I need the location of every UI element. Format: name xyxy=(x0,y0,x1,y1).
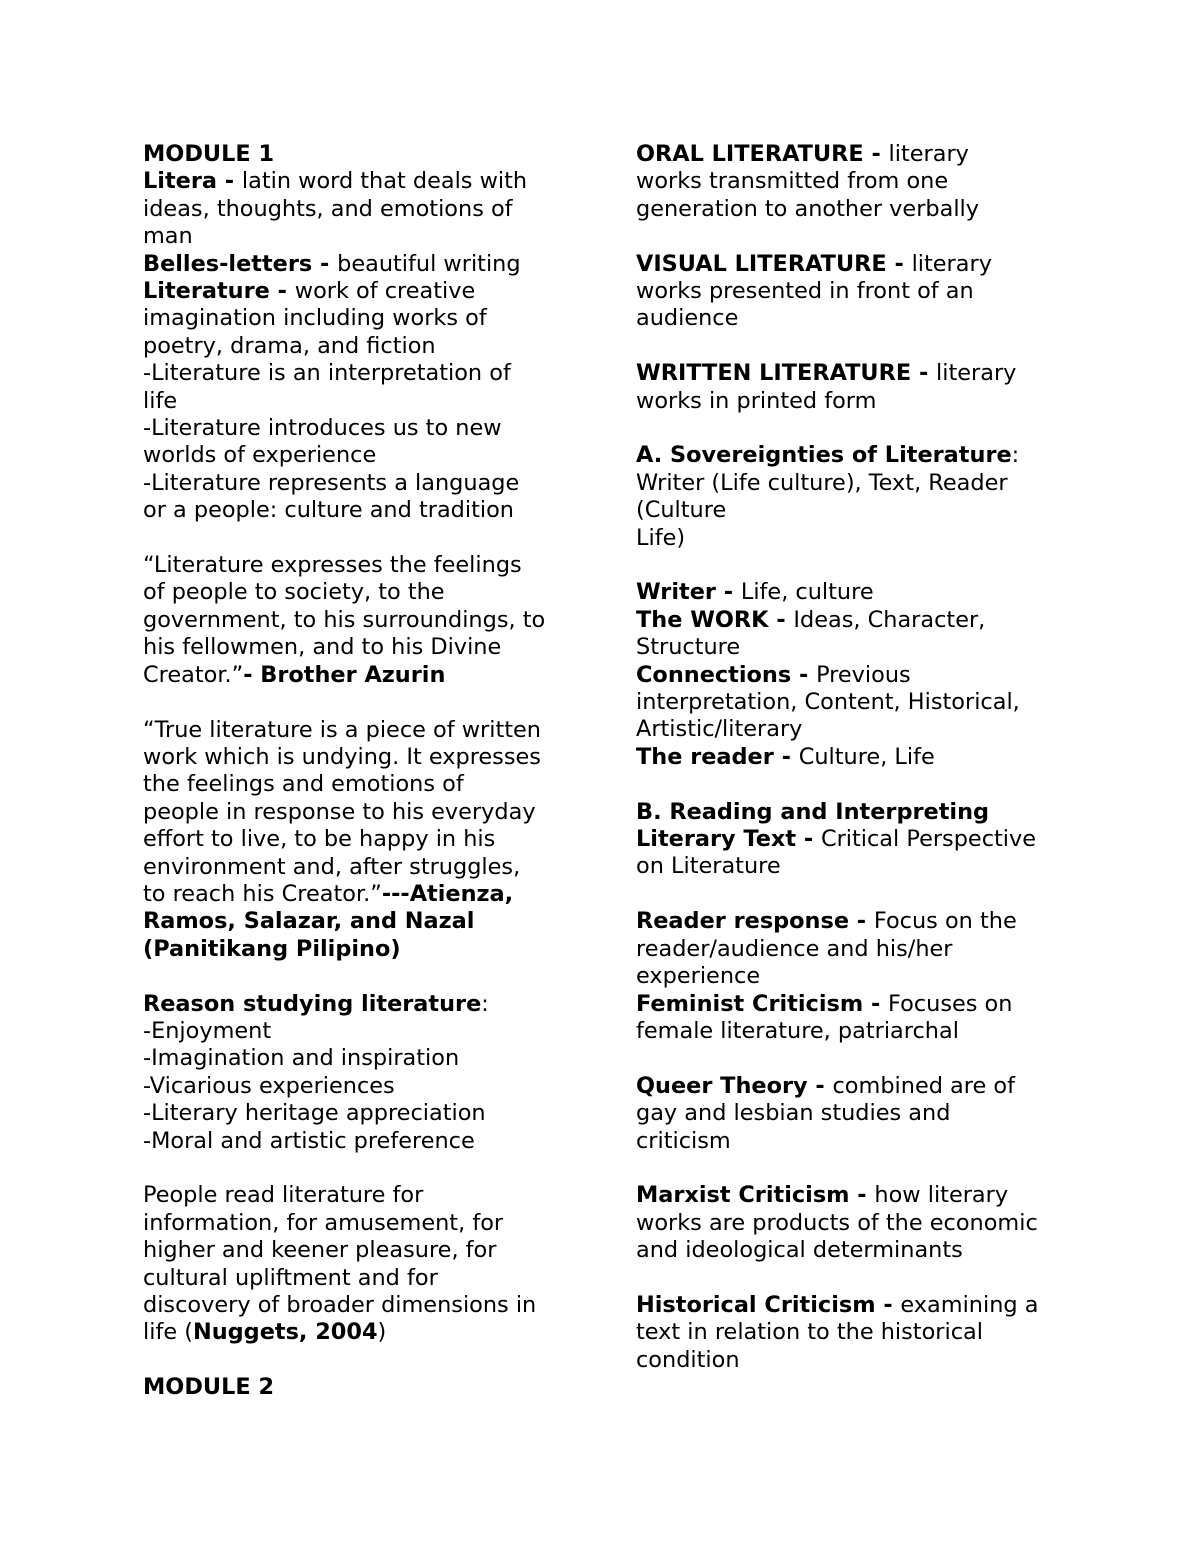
text-line xyxy=(636,1210,1076,1237)
text-line xyxy=(636,1292,1076,1319)
text-line xyxy=(143,826,583,853)
bold-text: - xyxy=(312,250,338,277)
bold-text: - xyxy=(269,278,295,305)
text-run: government, to his surroundings, to xyxy=(143,606,546,633)
text-line xyxy=(636,853,1076,880)
text-line xyxy=(636,251,1076,278)
bold-text: Reason studying literature xyxy=(143,990,482,1017)
text-run: audience xyxy=(636,305,739,332)
right-column xyxy=(636,141,1076,1374)
text-run: the feelings and emotions of xyxy=(143,771,464,798)
bold-text: - xyxy=(849,908,874,935)
text-line xyxy=(143,908,583,935)
text-run: experience xyxy=(636,963,761,990)
text-run: information, for amusement, for xyxy=(143,1209,504,1236)
text-line xyxy=(636,497,1076,524)
text-run: literary xyxy=(888,141,969,167)
text-line xyxy=(143,415,583,442)
text-line xyxy=(636,1319,1076,1346)
text-line xyxy=(143,442,583,469)
text-line xyxy=(636,1100,1076,1127)
text-run: Ideas, Character, xyxy=(793,606,986,633)
text-run: Focus on the xyxy=(873,908,1017,935)
text-line xyxy=(143,141,583,168)
text-line xyxy=(143,634,583,661)
text-line xyxy=(143,1265,583,1292)
bold-text: MODULE 1 xyxy=(143,141,275,167)
text-line xyxy=(143,1210,583,1237)
bold-text: The reader xyxy=(636,743,774,770)
bold-text: Feminist Criticism xyxy=(636,990,864,1017)
text-run: Life, culture xyxy=(740,579,874,606)
blank-line xyxy=(143,963,583,990)
bold-text: Belles-letters xyxy=(143,250,313,277)
text-run: -Vicarious experiences xyxy=(143,1072,395,1099)
text-run: -Literature represents a language xyxy=(143,469,520,496)
text-run: latin word that deals with xyxy=(241,168,528,195)
blank-line xyxy=(143,689,583,716)
text-run: People read literature for xyxy=(143,1182,424,1209)
text-run: -Imagination and inspiration xyxy=(143,1045,460,1072)
bold-text: VISUAL LITERATURE xyxy=(636,250,887,277)
text-line xyxy=(143,388,583,415)
text-line xyxy=(143,1100,583,1127)
text-run: man xyxy=(143,223,193,250)
text-line xyxy=(636,1237,1076,1264)
bold-text: Ramos, Salazar, and Nazal xyxy=(143,908,475,935)
text-line xyxy=(636,196,1076,223)
text-line xyxy=(143,936,583,963)
bold-text: WRITTEN LITERATURE xyxy=(636,360,912,387)
text-line xyxy=(636,388,1076,415)
blank-line xyxy=(636,552,1076,579)
blank-line xyxy=(143,1155,583,1182)
bold-text: Marxist Criticism xyxy=(636,1182,850,1209)
text-run: Creator.” xyxy=(143,661,244,688)
blank-line xyxy=(636,881,1076,908)
text-run: Structure xyxy=(636,634,741,661)
bold-text: Literary Text xyxy=(636,826,797,853)
text-run: on Literature xyxy=(636,853,781,880)
text-run: worlds of experience xyxy=(143,442,377,469)
text-run: poetry, drama, and fiction xyxy=(143,332,436,359)
text-run: works are products of the economic xyxy=(636,1209,1038,1236)
text-line xyxy=(636,662,1076,689)
text-run: “Literature expresses the feelings xyxy=(143,552,522,579)
text-run: environment and, after struggles, xyxy=(143,853,521,880)
text-line xyxy=(636,826,1076,853)
text-line xyxy=(143,168,583,195)
bold-text: ---Atienza, xyxy=(381,880,514,907)
bold-text: - Brother Azurin xyxy=(243,661,446,688)
text-line xyxy=(143,251,583,278)
text-run: higher and keener pleasure, for xyxy=(143,1237,497,1264)
text-run: -Literary heritage appreciation xyxy=(143,1100,486,1127)
text-run: Life) xyxy=(636,524,686,551)
text-run: examining a xyxy=(900,1291,1039,1318)
blank-line xyxy=(636,223,1076,250)
text-run: -Literature is an interpretation of xyxy=(143,360,511,387)
text-run: of people to society, to the xyxy=(143,579,445,606)
bold-text: - xyxy=(863,990,889,1017)
text-line xyxy=(636,799,1076,826)
text-run: work of creative xyxy=(294,278,476,305)
text-line xyxy=(143,1319,583,1346)
bold-text: Connections xyxy=(636,661,792,688)
text-line xyxy=(636,963,1076,990)
text-line xyxy=(636,634,1076,661)
bold-text: - xyxy=(863,141,889,167)
text-run: to reach his Creator.” xyxy=(143,880,382,907)
text-line xyxy=(143,771,583,798)
text-run: and ideological determinants xyxy=(636,1237,963,1264)
text-line xyxy=(143,1073,583,1100)
text-line xyxy=(636,607,1076,634)
blank-line xyxy=(636,333,1076,360)
text-run: ) xyxy=(377,1319,387,1346)
text-line xyxy=(143,470,583,497)
text-line xyxy=(143,1182,583,1209)
text-run: condition xyxy=(636,1346,740,1373)
text-line xyxy=(636,305,1076,332)
bold-text: Reader response xyxy=(636,908,850,935)
text-run: criticism xyxy=(636,1127,731,1154)
blank-line xyxy=(636,1045,1076,1072)
text-line xyxy=(143,1374,583,1401)
bold-text: - xyxy=(911,360,937,387)
text-line xyxy=(636,1073,1076,1100)
bold-text: - xyxy=(773,743,799,770)
text-line xyxy=(636,991,1076,1018)
text-line xyxy=(143,881,583,908)
text-run: gay and lesbian studies and xyxy=(636,1100,951,1127)
bold-text: - xyxy=(768,606,794,633)
text-line xyxy=(143,854,583,881)
text-run: -Moral and artistic preference xyxy=(143,1127,475,1154)
text-line xyxy=(636,141,1076,168)
text-run: (Culture xyxy=(636,497,727,524)
text-line xyxy=(636,168,1076,195)
blank-line xyxy=(636,1265,1076,1292)
bold-text: Litera xyxy=(143,168,217,195)
blank-line xyxy=(636,771,1076,798)
blank-line xyxy=(636,1155,1076,1182)
text-run: literary xyxy=(911,250,992,277)
text-run: combined are of xyxy=(832,1072,1015,1099)
text-line xyxy=(143,1292,583,1319)
text-line xyxy=(143,552,583,579)
bold-text: Nuggets, 2004 xyxy=(192,1319,378,1346)
text-line xyxy=(636,936,1076,963)
bold-text: - xyxy=(791,661,817,688)
text-line xyxy=(143,305,583,332)
bold-text: Literature xyxy=(143,278,270,305)
text-run: life xyxy=(143,387,178,414)
text-line xyxy=(143,744,583,771)
text-line xyxy=(636,908,1076,935)
text-line xyxy=(143,333,583,360)
text-run: “True literature is a piece of written xyxy=(143,716,541,743)
bold-text: MODULE 2 xyxy=(143,1374,275,1401)
bold-text: - xyxy=(216,168,242,195)
text-run: Critical Perspective xyxy=(820,826,1037,853)
text-line xyxy=(636,689,1076,716)
text-line xyxy=(143,497,583,524)
text-run: Previous xyxy=(816,661,911,688)
bold-text: (Panitikang Pilipino) xyxy=(143,935,401,962)
text-run: how literary xyxy=(874,1182,1009,1209)
bold-text: - xyxy=(875,1291,901,1318)
text-line xyxy=(636,1347,1076,1374)
text-line xyxy=(636,442,1076,469)
bold-text: - xyxy=(886,250,912,277)
text-run: interpretation, Content, Historical, xyxy=(636,689,1020,716)
text-run: female literature, patriarchal xyxy=(636,1017,959,1044)
text-run: effort to live, to be happy in his xyxy=(143,826,496,853)
text-line xyxy=(143,717,583,744)
text-line xyxy=(143,991,583,1018)
text-run: text in relation to the historical xyxy=(636,1319,983,1346)
text-run: Focuses on xyxy=(888,990,1013,1017)
text-line xyxy=(636,1018,1076,1045)
text-run: discovery of broader dimensions in xyxy=(143,1292,537,1318)
bold-text: A. Sovereignties of Literature xyxy=(636,442,1012,469)
bold-text: B. Reading and Interpreting xyxy=(636,798,990,825)
text-line xyxy=(143,1045,583,1072)
text-line xyxy=(143,196,583,223)
text-line xyxy=(143,360,583,387)
bold-text: ORAL LITERATURE xyxy=(636,141,864,167)
text-line xyxy=(636,360,1076,387)
blank-line xyxy=(636,415,1076,442)
text-line xyxy=(143,278,583,305)
bold-text: - xyxy=(796,826,821,853)
text-run: works transmitted from one xyxy=(636,168,949,195)
bold-text: - xyxy=(715,579,741,606)
text-line xyxy=(636,1182,1076,1209)
text-line xyxy=(636,579,1076,606)
text-run: cultural upliftment and for xyxy=(143,1264,438,1291)
text-line xyxy=(636,278,1076,305)
text-run: -Literature introduces us to new xyxy=(143,415,502,442)
text-run: Artistic/literary xyxy=(636,716,803,743)
text-run: : xyxy=(1011,442,1020,469)
text-run: or a people: culture and tradition xyxy=(143,497,514,524)
bold-text: Queer Theory xyxy=(636,1072,808,1099)
text-line xyxy=(143,1237,583,1264)
bold-text: - xyxy=(849,1182,875,1209)
text-run: : xyxy=(481,990,489,1017)
text-line xyxy=(636,470,1076,497)
bold-text: Historical Criticism xyxy=(636,1291,876,1318)
text-run: works presented in front of an xyxy=(636,278,974,305)
text-line xyxy=(636,1128,1076,1155)
text-line xyxy=(143,579,583,606)
text-run: Writer (Life culture), Text, Reader xyxy=(636,469,1008,496)
text-line xyxy=(143,607,583,634)
text-line xyxy=(143,799,583,826)
blank-line xyxy=(143,1347,583,1374)
text-line xyxy=(143,1128,583,1155)
text-line xyxy=(636,525,1076,552)
bold-text: - xyxy=(807,1072,833,1099)
text-line xyxy=(143,662,583,689)
text-run: people in response to his everyday xyxy=(143,798,536,825)
text-run: -Enjoyment xyxy=(143,1017,272,1044)
text-line xyxy=(636,716,1076,743)
blank-line xyxy=(143,525,583,552)
text-run: his fellowmen, and to his Divine xyxy=(143,634,502,661)
bold-text: Writer xyxy=(636,579,716,606)
left-column xyxy=(143,141,583,1402)
text-run: literary xyxy=(936,360,1017,387)
text-run: ideas, thoughts, and emotions of xyxy=(143,195,513,222)
text-run: life ( xyxy=(143,1319,193,1346)
text-line xyxy=(143,1018,583,1045)
bold-text: The WORK xyxy=(636,606,769,633)
text-run: imagination including works of xyxy=(143,305,487,332)
text-run: Culture, Life xyxy=(798,743,935,770)
text-run: work which is undying. It expresses xyxy=(143,743,541,770)
text-line xyxy=(636,744,1076,771)
text-run: generation to another verbally xyxy=(636,195,980,222)
text-run: beautiful writing xyxy=(337,250,521,277)
text-run: works in printed form xyxy=(636,387,877,414)
text-line xyxy=(143,223,583,250)
text-run: reader/audience and his/her xyxy=(636,935,953,962)
